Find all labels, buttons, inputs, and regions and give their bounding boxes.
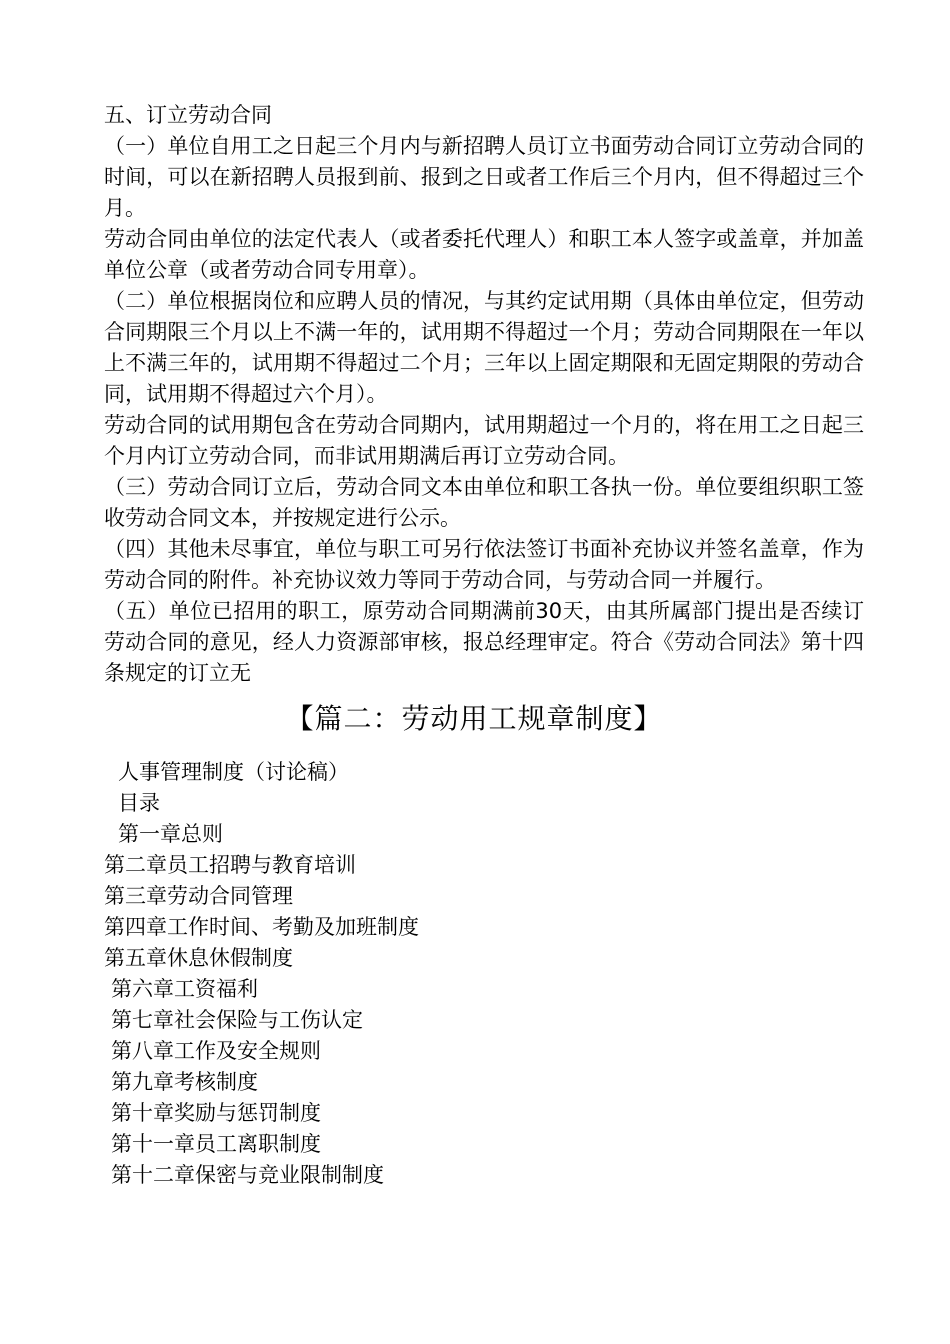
paragraph: （三）劳动合同订立后，劳动合同文本由单位和职工各执一份。单位要组织职工签收劳动合同文本，并按规定进行公示。 [104, 475, 864, 530]
paragraph: 劳动合同的试用期包含在劳动合同期内，试用期超过一个月的，将在用工之日起三个月内订立劳动合同，而非试用期满后再订立劳动合同。 [104, 413, 864, 468]
toc-item: 第九章考核制度 [111, 1070, 258, 1094]
toc-item: 第三章劳动合同管理 [104, 884, 293, 908]
toc-item: 第十一章员工离职制度 [111, 1132, 321, 1156]
toc-item: 第一章总则 [118, 822, 223, 846]
toc-item: 第六章工资福利 [111, 977, 258, 1001]
toc-item: 第四章工作时间、考勤及加班制度 [104, 915, 419, 939]
toc-item: 第二章员工招聘与教育培训 [104, 853, 356, 877]
section-heading: 五、订立劳动合同 [104, 103, 272, 127]
section-labor-contract [104, 100, 864, 689]
toc-item: 第十章奖励与惩罚制度 [111, 1101, 321, 1125]
toc-item: 第八章工作及安全规则 [111, 1039, 321, 1063]
toc-doc-name: 人事管理制度（讨论稿） [118, 760, 349, 784]
paragraph: 劳动合同由单位的法定代表人（或者委托代理人）和职工本人签字或盖章，并加盖单位公章（或者劳动合同专用章）。 [104, 227, 864, 282]
toc-label: 目录 [118, 791, 160, 815]
paragraph: （一）单位自用工之日起三个月内与新招聘人员订立书面劳动合同订立劳动合同的时间，可以在新招聘人员报到前、报到之日或者工作后三个月内，但不得超过三个月。 [104, 134, 864, 220]
toc-item: 第五章休息休假制度 [104, 946, 293, 970]
toc-item: 第七章社会保险与工伤认定 [111, 1008, 363, 1032]
toc-item: 第十二章保密与竞业限制制度 [111, 1163, 384, 1187]
paragraph: （四）其他未尽事宜，单位与职工可另行依法签订书面补充协议并签名盖章，作为劳动合同的附件。补充协议效力等同于劳动合同，与劳动合同一并履行。 [104, 537, 864, 592]
paragraph: （五）单位已招用的职工，原劳动合同期满前30天，由其所属部门提出是否续订劳动合同的意见，经人力资源部审核，报总经理审定。符合《劳动合同法》第十四条规定的订立无 [104, 599, 864, 685]
part-title: 【篇二：劳动用工规章制度】 [285, 702, 663, 735]
table-of-contents [104, 757, 864, 1191]
document-page [104, 100, 864, 1191]
paragraph: （二）单位根据岗位和应聘人员的情况，与其约定试用期（具体由单位定，但劳动合同期限三个月以上不满一年的，试用期不得超过一个月；劳动合同期限在一年以上不满三年的，试用期不得超过二个月；三年以上固定期限和无固定期限的劳动合同，试用期不得超过六个月）。 [104, 289, 864, 406]
